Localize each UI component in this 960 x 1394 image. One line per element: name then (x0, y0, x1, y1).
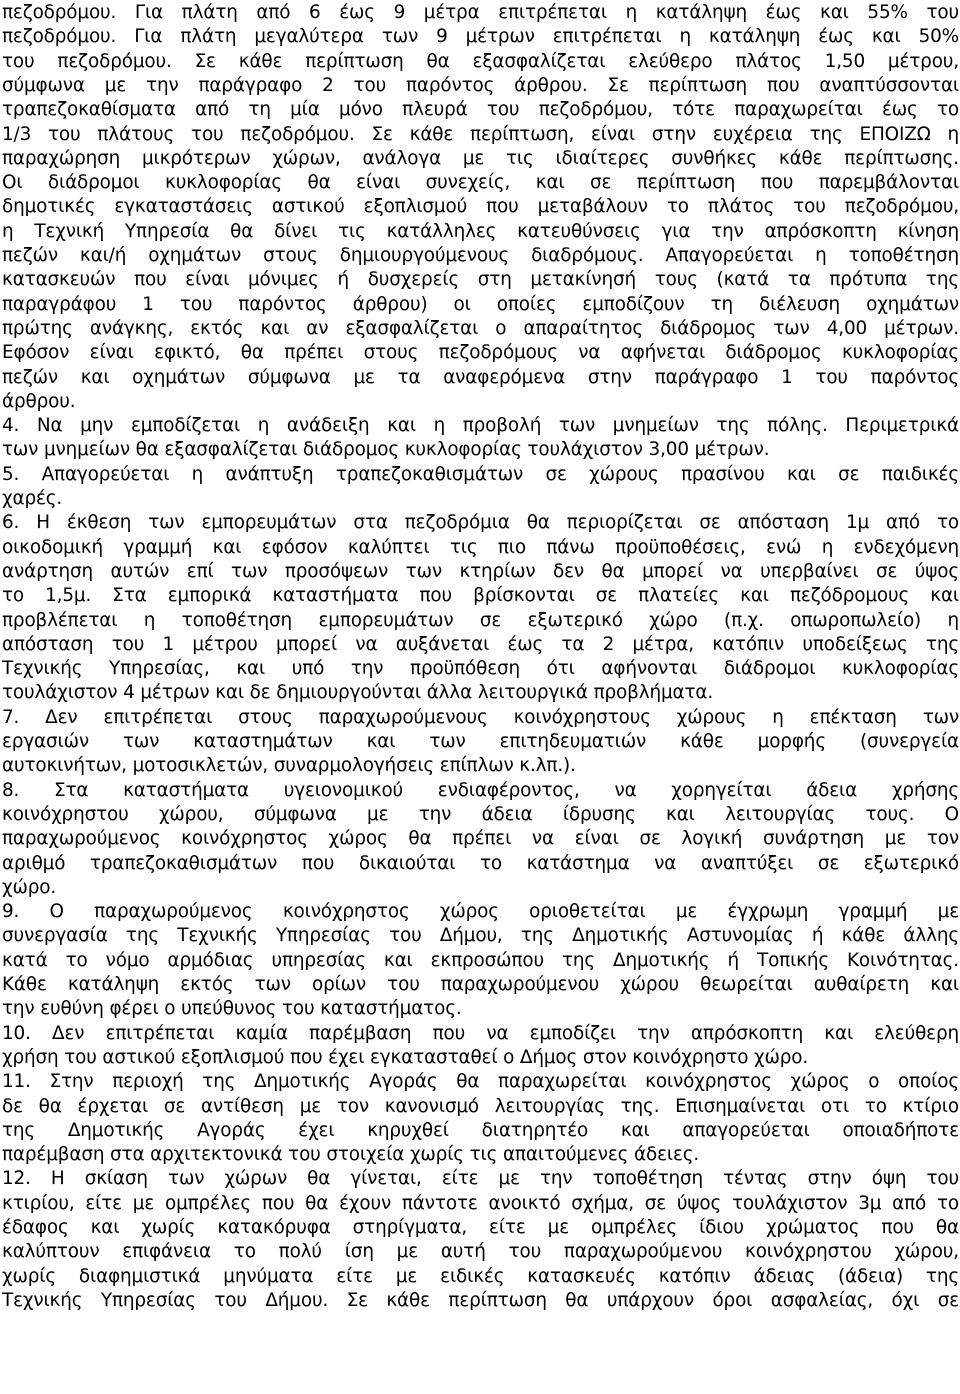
text-line: παραχώρηση μικρότερων χώρων, ανάλογα με τις ιδιαίτερες συνθήκες κάθε περίπτωσης. (2, 147, 959, 169)
text-line: πεζοδρόμου. Για πλάτη μεγαλύτερα των 9 μέτρων επιτρέπεται η κατάληψη έως και 50% (2, 26, 959, 48)
text-line: πεζών και οχημάτων σύμφωνα με τα αναφερόμενα στην παράγραφο 1 του παρόντος (2, 366, 959, 388)
text-line: δε θα έρχεται σε αντίθεση με τον κανονισμό λειτουργίας της. Επισημαίνεται οτι το κτίριο (2, 1095, 959, 1117)
text-line: τραπεζοκαθίσματα από τη μία μόνο πλευρά του πεζοδρόμου, τότε παραχωρείται έως το (2, 99, 959, 121)
text-line: παρέμβαση στα αρχιτεκτονικά του στοιχεία χωρίς τις απαιτούμενες άδειες. (2, 1144, 700, 1166)
text-line: χαρές. (2, 488, 63, 509)
text-line: οικοδομική γραμμή και εφόσον καλύπτει τις πιο πάνω προϋποθέσεις, ενώ η ενδεχόμενη (2, 536, 959, 558)
text-line: σύμφωνα με την παράγραφο 2 του παρόντος άρθρου. Σε περίπτωση που αναπτύσσονται (2, 74, 959, 96)
text-line: δημοτικές εγκαταστάσεις αστικού εξοπλισμού που μεταβάλουν το πλάτος του πεζοδρόμου, (2, 196, 959, 218)
text-line: κοινόχρηστου χώρου, σύμφωνα με την άδεια ίδρυσης και λειτουργίας τους. Ο (2, 803, 959, 825)
text-line: καλύπτουν επιφάνεια το πολύ ίση με αυτή του παραχωρούμενου κοινόχρηστου χώρου, (2, 1241, 959, 1263)
text-line: 4. Να μην εμποδίζεται η ανάδειξη και η προβολή των μνημείων της πόλης. Περιμετρικά (2, 415, 959, 437)
text-line: η Τεχνική Υπηρεσία θα δίνει τις κατάλληλες κατευθύνσεις για την απρόσκοπτη κίνηση (2, 220, 959, 242)
text-line: απόσταση του 1 μέτρου μπορεί να αυξάνεται έως τα 2 μέτρα, κατόπιν υποδείξεως της (2, 633, 959, 655)
text-line: την ευθύνη φέρει ο υπεύθυνος του καταστήματος. (2, 998, 462, 1020)
text-line: των μνημείων θα εξασφαλίζεται διάδρομος κυκλοφορίας τουλάχιστον 3,00 μέτρων. (2, 439, 770, 461)
text-line: Τεχνικής Υπηρεσίας, και υπό την προϋπόθεση ότι αφήνονται διάδρομοι κυκλοφορίας (2, 658, 959, 680)
text-line: παραγράφου 1 του παρόντος άρθρου) οι οποίες εμποδίζουν τη διέλευση οχημάτων (2, 293, 959, 315)
text-line: πρώτης ανάγκης, εκτός και αν εξασφαλίζεται ο απαραίτητος διάδρομος των 4,00 μέτρων. (2, 317, 959, 339)
text-line: της Δημοτικής Αγοράς έχει κηρυχθεί διατηρητέο και απαγορεύεται οποιαδήποτε (2, 1119, 959, 1141)
text-line: χρήση του αστικού εξοπλισμού που έχει εγκατασταθεί ο Δήμος στον κοινόχρηστο χώρο. (2, 1046, 809, 1068)
text-line: κατασκευών που είναι μόνιμες ή δυσχερείς στη μετακίνησή τους (κατά τα πρότυπα της (2, 269, 959, 291)
text-line: αυτοκινήτων, μοτοσικλετών, συναρμολογήσεις επίπλων κ.λπ.). (2, 755, 576, 777)
text-line: πεζών και/ή οχημάτων στους δημιουργούμενους διαδρόμους. Απαγορεύεται η τοποθέτηση (2, 245, 959, 266)
text-line: χωρίς διαφημιστικά μηνύματα είτε με ειδικές κατασκευές κατόπιν άδειας (άδεια) της (2, 1265, 959, 1287)
text-line: το 1,5μ. Στα εμπορικά καταστήματα που βρίσκονται σε πλατείες και πεζόδρομους και (2, 585, 959, 607)
text-line: 9. Ο παραχωρούμενος κοινόχρηστος χώρος οριοθετείται με έγχρωμη γραμμή με (2, 901, 959, 923)
text-line: 11. Στην περιοχή της Δημοτικής Αγοράς θα παραχωρείται κοινόχρηστος χώρος ο οποίος (2, 1071, 959, 1093)
text-line: 8. Στα καταστήματα υγειονομικού ενδιαφέροντος, να χορηγείται άδεια χρήσης (2, 779, 959, 801)
text-line: Τεχνικής Υπηρεσίας του Δήμου. Σε κάθε περίπτωση θα υπάρχουν όροι ασφαλείας, όχι σε (2, 1289, 959, 1311)
text-line: κτιρίου, είτε με ομπρέλες που θα έχουν πάντοτε ανοικτό σχήμα, σε ύψος τουλάχιστον 3μ από το (2, 1192, 959, 1214)
text-line: έδαφος και χωρίς κατακόρυφα στηρίγματα, είτε με ομπρέλες ίδιου χρώματος που θα (2, 1217, 959, 1238)
text-line: 5. Απαγορεύεται η ανάπτυξη τραπεζοκαθισμάτων σε χώρους πρασίνου και σε παιδικές (2, 463, 959, 485)
text-line: άρθρου. (2, 390, 76, 412)
text-line: Οι διάδρομοι κυκλοφορίας θα είναι συνεχείς, και σε περίπτωση που παρεμβάλονται (2, 172, 959, 194)
text-line: χώρο. (2, 876, 57, 898)
text-line: 10. Δεν επιτρέπεται καμία παρέμβαση που να εμποδίζει την απρόσκοπτη και ελεύθερη (2, 1022, 959, 1044)
text-line: αριθμό τραπεζοκαθισμάτων που δικαιούται το κατάστημα να αναπτύξει σε εξωτερικό (2, 852, 959, 874)
text-line: πεζοδρόμου. Για πλάτη από 6 έως 9 μέτρα επιτρέπεται η κατάληψη έως και 55% του (2, 2, 959, 23)
text-line: παραχωρούμενος κοινόχρηστος χώρος θα πρέπει να είναι σε λογική συνάρτηση με τον (2, 828, 959, 850)
text-line: συνεργασία της Τεχνικής Υπηρεσίας του Δήμου, της Δημοτικής Αστυνομίας ή κάθε άλλης (2, 925, 959, 947)
text-line: προβλέπεται η τοποθέτηση εμπορευμάτων σε εξωτερικό χώρο (π.χ. οπωροπωλείο) η (2, 609, 959, 631)
text-line: 6. Η έκθεση των εμπορευμάτων στα πεζοδρόμια θα περιορίζεται σε απόσταση 1μ από το (2, 512, 959, 534)
text-line: Εφόσον είναι εφικτό, θα πρέπει στους πεζοδρόμους να αφήνεται διάδρομος κυκλοφορίας (2, 342, 959, 364)
text-line: εργασιών των καταστημάτων και των επιτηδευματιών κάθε μορφής (συνεργεία (2, 731, 959, 752)
text-line: ανάρτηση αυτών επί των προσόψεων των κτηρίων δεν θα μπορεί να υπερβαίνει σε ύψος (2, 560, 959, 582)
text-line: 7. Δεν επιτρέπεται στους παραχωρούμενους κοινόχρηστους χώρους η επέκταση των (2, 706, 959, 728)
text-line: 12. Η σκίαση των χώρων θα γίνεται, είτε με την τοποθέτηση τέντας στην όψη του (2, 1168, 959, 1190)
text-line: του πεζοδρόμου. Σε κάθε περίπτωση θα εξασφαλίζεται ελεύθερο πλάτος 1,50 μέτρου, (2, 50, 959, 72)
text-line: κατά το νόμο αρμόδιας υπηρεσίας και εκπροσώπου της Δημοτικής ή Τοπικής Κοινότητας. (2, 949, 959, 971)
text-line: τουλάχιστον 4 μέτρων και δε δημιουργούνται άλλα λειτουργικά προβλήματα. (2, 682, 714, 704)
text-line: Κάθε κατάληψη εκτός των ορίων του παραχωρούμενου χώρου θεωρείται αυθαίρετη και (2, 974, 959, 995)
text-line: 1/3 του πλάτους του πεζοδρόμου. Σε κάθε περίπτωση, είναι στην ευχέρεια της ΕΠΟΙΖΩ η (2, 123, 959, 145)
